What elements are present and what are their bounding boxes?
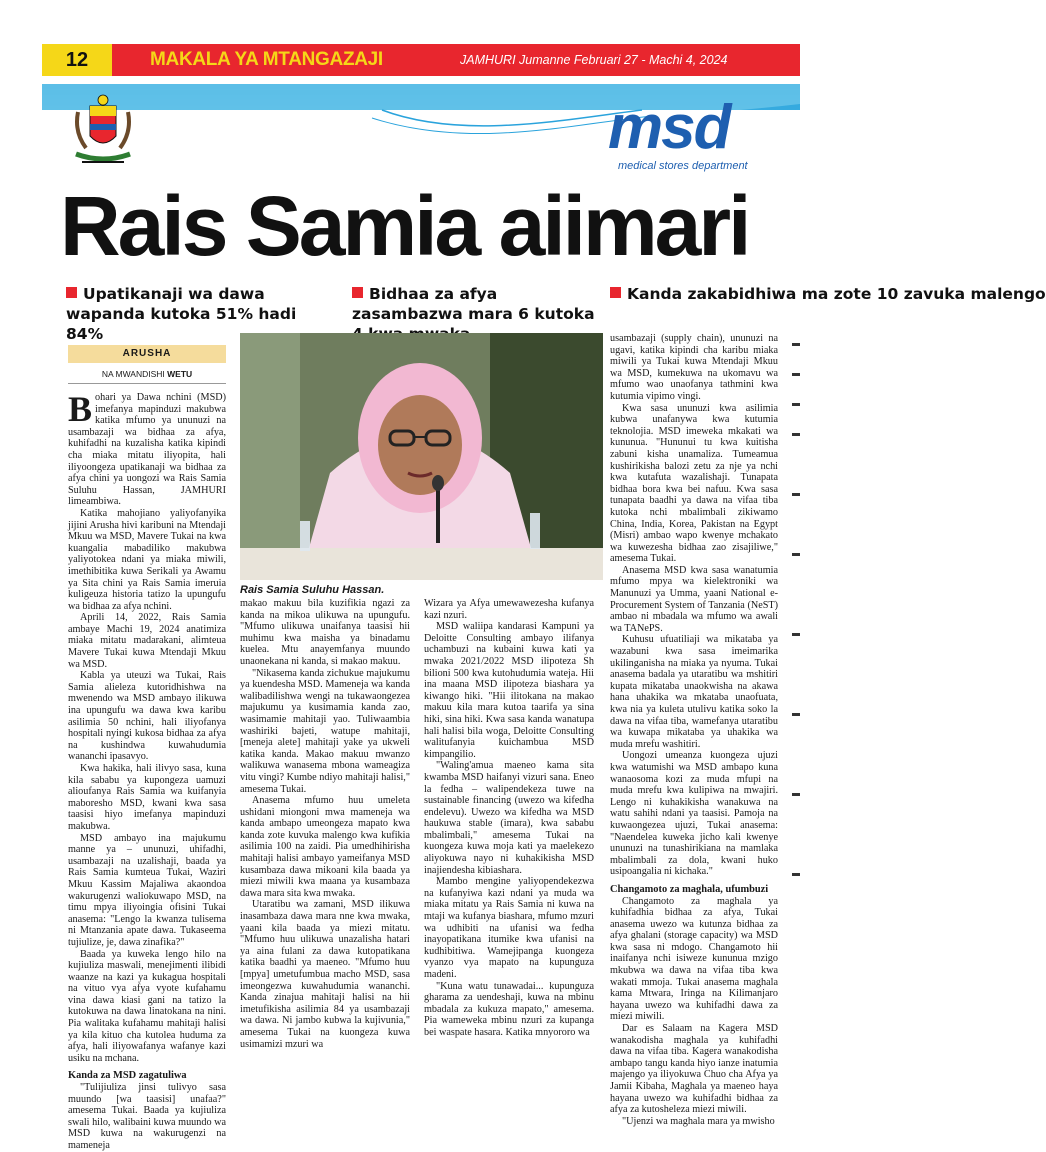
section-title: MAKALA YA MTANGAZAJI xyxy=(150,49,383,70)
article-column-4 xyxy=(610,333,778,1127)
red-square-bullet xyxy=(66,287,77,298)
paragraph: "Tulijiuliza jinsi tulivyo sasa muundo [wa taasisi] unafaa?" amesema Tukai. Baada ya kujiuliza swali hilo, walibaini kuwa muundo wa MSD kuwa na wakurugenzi na mameneja xyxy=(68,1082,226,1151)
dateline: ARUSHA xyxy=(68,345,226,363)
headline: Rais Samia aiimari xyxy=(60,179,749,273)
paragraph: Mambo mengine yaliyopendekezwa na kufanyiwa kazi ndani ya muda wa miaka mitatu ya Rais Samia ni kuwa na mtaji wa kufanya biashara, mfumo mzuri wa udhibiti na ufanisi wa fedha inayopatikana itumike kwa ufanisi na kudhibitiwa. Wamejipanga kuongeza vyanzo vya mapato na kupunguza madeni. xyxy=(424,876,594,980)
paragraph: Utaratibu wa zamani, MSD ilikuwa inasambaza dawa mara nne kwa mwaka, yaani kila baada ya miezi mitatu. "Mfumo huu ulikuwa unazalisha hatari ya aina fulani za dawa kutopatikana katika baadhi ya maeneo. "Mfumo huu [mpya] umetufumbua macho MSD, sasa imeongezwa kuwahudumia wananchi. Kanda zinajua mahitaji halisi na hii imetufikisha asilimia 84 ya usambazaji wa dawa. Ni jambo kubwa la kujivunia," amesema Tukai na kuongeza kuwa usimamizi mzuri wa xyxy=(240,899,410,1050)
paragraph: "Nikasema kanda zichukue majukumu ya kuendesha MSD. Mameneja wa kanda walibadilishwa wengi na tukawaongezea majukumu ya kusimamia kanda zao, wasimamie mahitaji yao. Tuliwaambia washiriki bajeti, watupe mahitaji, [meneja alete] mahitaji yake ya ukweli katika kanda. Makao makuu mwanzo walikuwa wanasema mbona wameagiza vitu vingi? Kumbe ndiyo mahitaji halisi," amesema Tukai. xyxy=(240,667,410,795)
subhead-2: Bidhaa za afya zasambazwa mara 6 kutoka xyxy=(352,285,595,323)
paragraph: MSD ambayo ina majukumu manne ya – ununuzi, uhifadhi, usambazaji na uzalishaji, baada ya Rais Samia kumteua Tukai, Waziri Mkuu Kassim Majaliwa akaondoa wakurugenzi waliokuwapo MSD, na timu mpya iliyoingia ofisini Tukai anasema: "Lengo la kwanza tulisema ni Mtanzania apate dawa. Tukaseema tujiulize, je, dawa zinafika?" xyxy=(68,832,226,948)
paragraph: Anasema mfumo huu umeleta ushidani miongoni mwa mameneja wa kanda ambapo umeongeza mapato kwa kanda zote kuvuka malengo kwa kufikia asilimia 100 na zaidi. Pia umedhihirisha mahitaji halisi ambayo yameifanya MSD kusambaza dawa mikoani kila baada ya miezi miwili kwa maana ya kusambaza dawa mara sita kwa mwaka. xyxy=(240,795,410,899)
paragraph: "Ujenzi wa maghala mara ya mwisho xyxy=(622,1115,775,1127)
drop-cap: B xyxy=(68,389,93,429)
issue-date: JAMHURI Jumanne Februari 27 - Machi 4, 2024 xyxy=(460,53,728,67)
red-square-bullet xyxy=(352,287,363,298)
article-column-3 xyxy=(424,598,594,1038)
paragraph: Kwa sasa ununuzi kwa asilimia kubwa unafanywa kwa kutumia teknolojia. MSD imeweka mkakati wa kununua. "Hununui tu kwa kuitisha zabuni kisha unamaliza. Tumeamua kushirikisha balozi zetu za nje ya nchi kwa kutafuta wazalishaji. Tunapata bidhaa bora kwa bei nafuu. Kwa sasa tunapata baadhi ya dawa na vifaa tiba kutoka nchi mbalimbali zikiwamo China, India, Korea, Pakistan na Egypt (Misri) ambao wapo kwenye mchakato wa kuwezesha bidhaa zao zisajiliwe," amesema Tukai. xyxy=(610,402,778,565)
section-subheading: Kanda za MSD zagatuliwa xyxy=(68,1070,187,1082)
paragraph: MSD waliipa kandarasi Kampuni ya Deloitte Consulting ambayo ilifanya uchambuzi na kubaini kuwa kati ya mwaka 2021/2022 MSD ilipoteza Sh bilioni 500 kwa kutohudumia wateja. Hii ina maana MSD ilipoteza biashara ya kiwango hiki. "Hii ilitokana na makao makuu kila mara kutoa taarifa ya sina hiki, sina hiki. Kwa sasa kanda wanatupa hali halisi bila woga, Deloitte Consulting walitufanyia kuichambua MSD kimpangilio. xyxy=(424,621,594,760)
paragraph: makao makuu bila kuzifikia ngazi za kanda na mikoa ulikuwa na upungufu. "Mfumo ulikuwa unaifanya taasisi hii muhimu kwa maisha ya binadamu kuelea. Mtu anayemfanya muundo unaonekana ni kanda, si makao makuu. xyxy=(240,598,410,667)
red-square-bullet xyxy=(610,287,621,298)
paragraph: Kabla ya uteuzi wa Tukai, Rais Samia alieleza kutoridhishwa na mwenendo wa MSD ambayo ilikuwa ina upungufu wa dawa kwa karibu asilimia 50 nchini, hali iliyofanya hospitali nyingi kukosa bidhaa za afya na kushindwa kuwahudumia wananchi ipasavyo. xyxy=(68,670,226,763)
paragraph: usambazaji (supply chain), ununuzi na ugavi, katika kipindi cha karibu miaka miwili ya Tukai kuwa Mtendaji Mkuu wa MSD, kumekuwa na ukomavu wa mfumo wao unaofanya tathmini kwa kutumia vipimo vingi. xyxy=(610,333,778,402)
coat-of-arms-emblem xyxy=(68,92,138,170)
byline: NA MWANDISHI WETU xyxy=(101,369,193,379)
paragraph: Kwa hakika, hali ilivyo sasa, kuna kila sababu ya kupongeza uamuzi alioufanya Rais Samia wa kuifanyia maboresho MSD, kwani kwa sasa taasisi hiyo imefanya mapinduzi makubwa. xyxy=(68,763,226,832)
msd-logo: msd xyxy=(608,93,730,162)
paragraph: Baada ya kuweka lengo hilo na kujiuliza maswali, menejimenti ilibidi waanze na kazi ya kukagua hospitali na vituo vya afya vyote kufahamu vina dawa kiasi gani na tatizo la kutokuwa na dawa linatokana na nini. Pia walitaka kufahamu mahitaji halisi ya kila kituo cha kutolea huduma za afya, hali iliyowafanya wafanye kazi usiku na mchana. xyxy=(68,948,226,1064)
paragraph: Katika mahojiano yaliyofanyika jijini Arusha hivi karibuni na Mtendaji Mkuu wa MSD, Mavere Tukai na kwa kuangalia mabadiliko makubwa yaliyotokea ndani ya miaka miwili, imethibitika kuwa Serikali ya Awamu ya Sita chini ya Rais Samia imeruia kuligeuza historia tatizo la upungufu wa bidhaa za afya nchini. xyxy=(68,507,226,612)
paragraph: Changamoto za maghala ya kuhifadhia bidhaa za afya, Tukai anasema uwezo wa kutunza bidhaa za afya ghalani (storage capacity) wa MSD kwa sasa ni mdogo. Changamoto hii inaifanya nchi isiweze kununua mzigo mkubwa wa dawa na vifaa tiba kwa wakati mmoja. Tukai anasema maghala kama Mtwara, Iringa na Kilimanjaro hayana uwezo wa kuhifadhi dawa za miezi miwili. xyxy=(610,895,778,1023)
article-column-1: Bohari ya Dawa nchini (MSD) imefanya mapinduzi makubwa katika mfumo ya ununuzi na usambazaji wa bidhaa za afya, kuhifadhi na kuzalisha katika kipindi cha miaka mitatu iliyopita, hali iliyoongeza upatikanaji wa bidhaa za afya chini ya uongozi wa Rais Samia Suluhu Hassan, JAMHURI limeambiwa. Katika mahojiano yaliyofanyika jijini Arusha hivi karibuni na Mtendaji Mkuu wa MSD, Mavere Tukai na kwa kuangalia mabadiliko makubwa yaliyotokea ndani ya miaka miwili, imethibitika kuwa Serikali ya Awamu ya Sita chini ya Rais Samia imeruia kuligeuza historia tatizo la upungufu wa bidhaa za afya nchini. Aprili 14, 2022, Rais Samia ambaye Machi 19, 2024 anatimiza miaka mitatu madarakani, alimteua Mavere Tukai kuwa Mtendaji Mkuu wa MSD. Kabla ya uteuzi wa Tukai, Rais Samia alieleza kutoridhishwa na mwenendo wa MSD ambayo ilikuwa ina upungufu wa dawa kwa karibu asilimia 50 nchini, hali iliyofanya hospitali nyingi kukosa bidhaa za afya na kushindwa kuwahudumia wananchi ipasavyo. Kwa hakika, hali ilivyo sasa, kuna kila sababu ya kupongeza uamuzi alioufanya Rais Samia wa kuifanyia maboresho MSD, kwani kwa sasa taasisi hiyo imefanya mapinduzi makubwa. MSD ambayo ina majukumu manne ya – ununuzi, uhifadhi, usambazaji na uzalishaji, baada ya Rais Samia kumteua Tukai, Waziri Mkuu Kassim Majaliwa akaondoa wakurugenzi waliokuwapo MSD, na timu mpya iliyoingia ofisini Tukai anasema: "Lengo la kwanza tulisema ni Mtanzania apate dawa. Tukaseema tujiulize, je, dawa zinafika?" Baada ya kuweka lengo hilo na kujiuliza maswali, menejimenti ilibidi waanze na kazi ya kukagua hospitali na vituo vya afya vyote kufahamu vina dawa kiasi gani na tatizo la kutokuwa na dawa linatokana na nini. Pia walitaka kufahamu mahitaji halisi ya kila kituo cha kutolea huduma za afya, hali iliyowafanya wafanye kazi usiku na mchana. Kanda za MSD zagatuliwa "Tulijiuliza jinsi tulivyo sasa muundo [wa taasisi] unafaa?" amesema Tukai. Baada ya kujiuliza swali hilo, walibaini kuwa muundo wa MSD kuwa na wakurugenzi na mameneja xyxy=(68,389,226,1151)
article-column-2 xyxy=(240,598,410,1050)
paragraph: Uongozi umeanza kuongeza ujuzi kwa watumishi wa MSD ambapo kuna wanaosoma kozi za muda mfupi na muda mrefu kwa kulipiwa na mwajiri. Lengo ni kuhakikisha wanakuwa na watu sahihi ndani ya taasisi. Pamoja na kuwaongezea ujuzi, Tukai anasema: "Naendelea kuweka jicho kali kwenye ununuzi na tunashirikiana na mamlaka mbalimbali za dola, kwani huko usipoangalia ni kichaka." xyxy=(610,750,778,878)
section-subheading: Changamoto za maghala, ufumbuzi xyxy=(610,883,769,895)
byline-divider xyxy=(68,383,226,384)
cropped-column-edge xyxy=(788,333,800,998)
paragraph: "Waling'amua maeneo kama sita kwamba MSD haifanyi vizuri sana. Eneo la fedha – walipendekeza tuwe na sustainable financing (uwezo wa kifedha endelevu). Uwezo wa kifedha wa MSD haukuwa stable (imara), kwa sababu mbalimbali," amesema Tukai na kuongeza kuwa moja kati ya maelekezo aliyokuwa nayo ni kuhakikisha MSD inajiendesha kibiashara. xyxy=(424,760,594,876)
page-number: 12 xyxy=(42,44,112,76)
paragraph: Wizara ya Afya umewawezesha kufanya kazi nzuri. xyxy=(424,598,594,621)
paragraph: Anasema MSD kwa sasa wanatumia mfumo mpya wa kielektroniki wa Manunuzi ya Umma, yaani National e-Procurement System of Tanzania (NeST) ambao ni mbadala wa mfumo wa awali wa TANePS. xyxy=(610,564,778,634)
subhead-1: Upatikanaji wa dawa wapanda kutoka 51% hadi 84% xyxy=(66,285,297,343)
president-photo xyxy=(240,333,603,580)
msd-logo-subtitle: medical stores department xyxy=(618,160,748,172)
paragraph: "Kuna watu tunawadai... kupunguza gharama za uendeshaji, kuwa na mbinu mbadala za kukuza mapato," amesema. Pia wameweka mbinu nzuri za kupanga bei waspate hasara. Katika mnyororo wa xyxy=(424,980,594,1038)
paragraph: Aprili 14, 2022, Rais Samia ambaye Machi 19, 2024 anatimiza miaka mitatu madarakani, alimteua Mavere Tukai kuwa Mtendaji Mkuu wa MSD. xyxy=(68,612,226,670)
photo-caption: Rais Samia Suluhu Hassan. xyxy=(240,584,385,596)
paragraph: Dar es Salaam na Kagera MSD wanakodisha maghala ya kuhifadhi dawa na vifaa tiba. Kagera wanakodisha ambapo tangu kanda hiyo ianze inatumia majengo ya iliyokuwa Chuo cha Afya ya Jamii Kibaha, Maghala ya maeneo haya hayana uwezo wa kuhifadhi bidhaa za afya za kutosheleza miezi miwili. xyxy=(610,1023,778,1116)
paragraph: Kuhusu ufuatiliaji wa mikataba ya wazabuni kwa sasa imeimarika ukilinganisha na miaka ya nyuma. Tukai anasema badala ya utaratibu wa mshitiri kupata mikataba unaokwisha na akawa hana uhakika wa mkataba unaofuata, kwa nia ya kuleta utulivu katika soko la dawa na vifaa tiba, wamefanya utaratibu wa kuwapa mikataba ya uhakika wa muda mrefu washitiri. xyxy=(610,634,778,750)
subhead-3: Kanda zakabidhiwa ma zote 10 zavuka malengo xyxy=(610,284,800,304)
